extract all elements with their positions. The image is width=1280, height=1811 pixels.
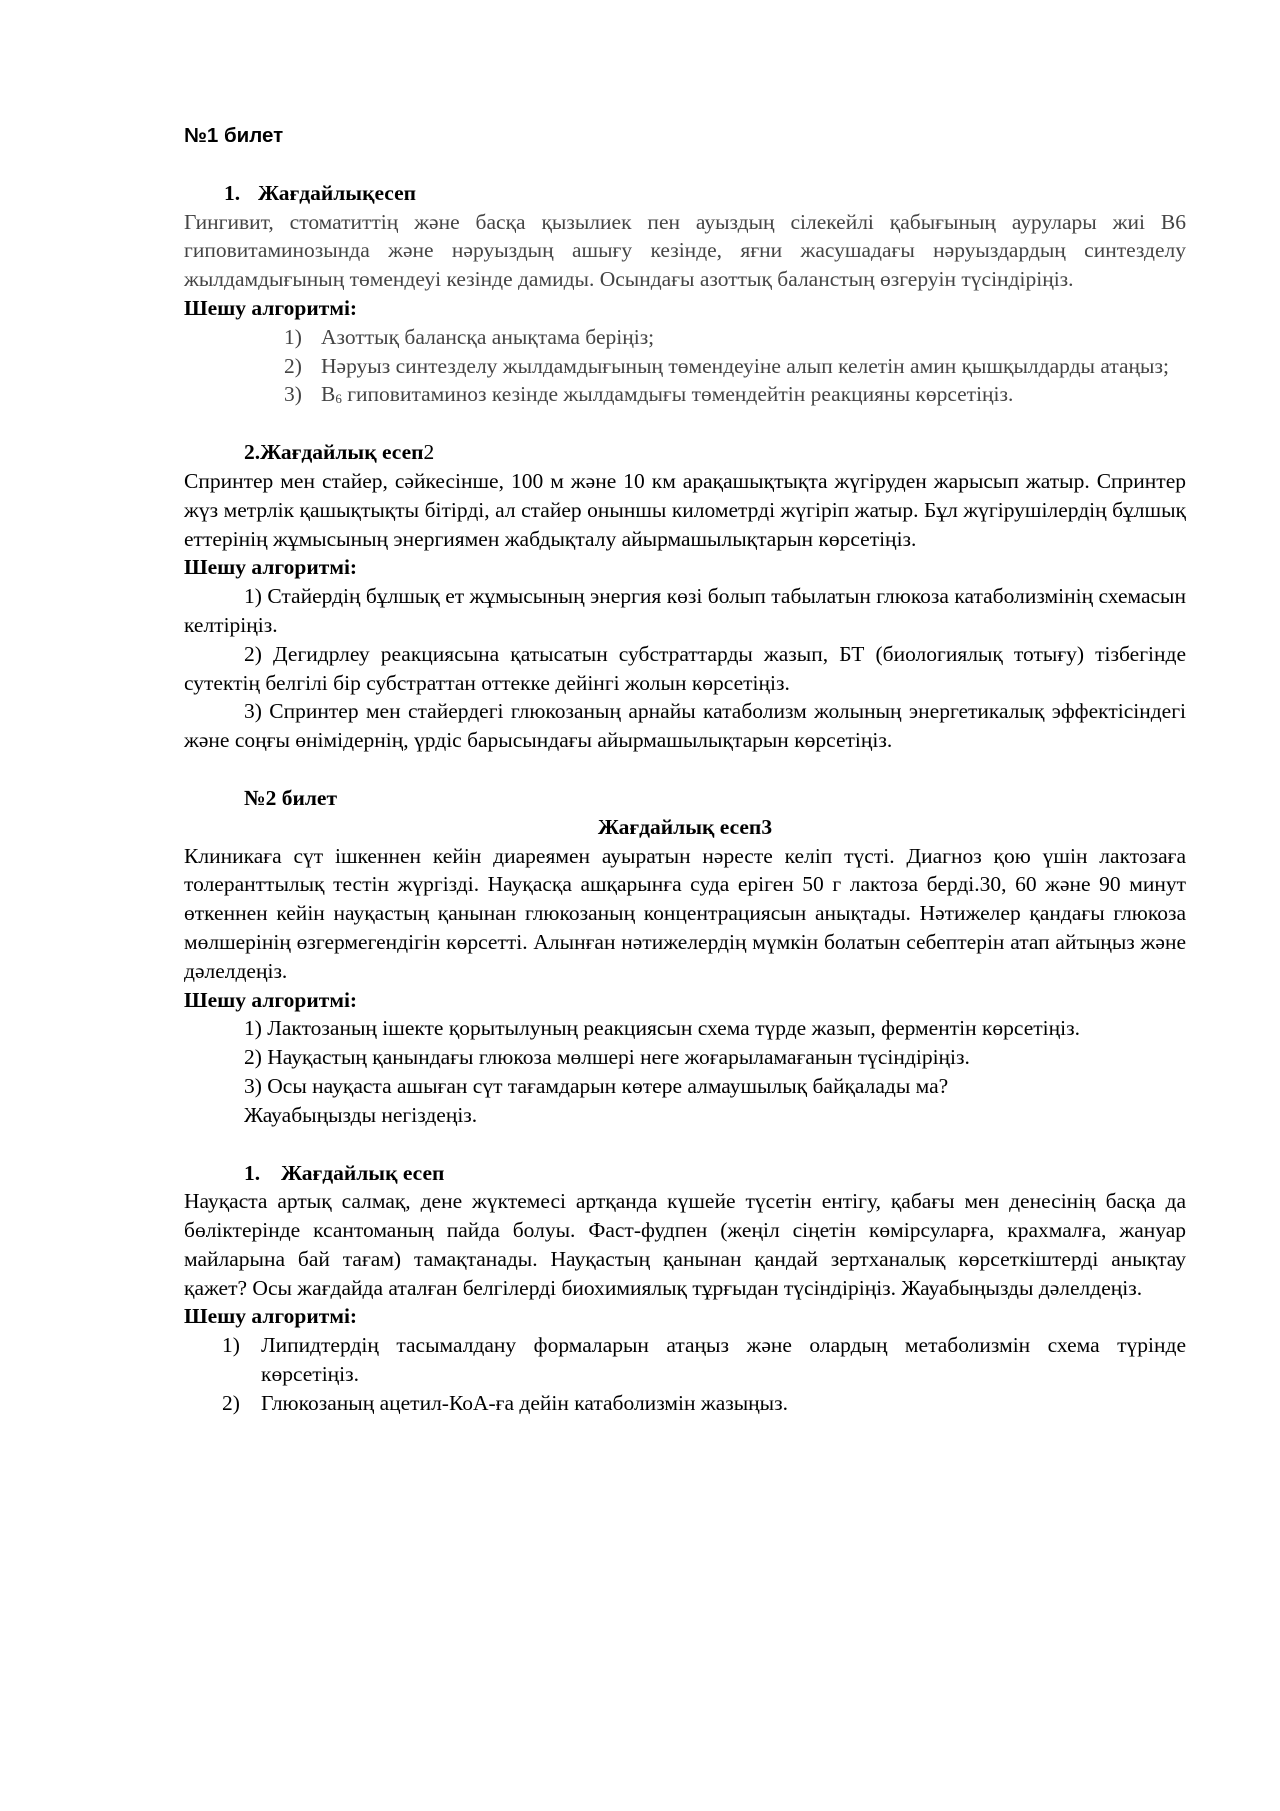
case1-body: Гингивит, стоматиттің және басқа қызылиек пен ауыздың сілекейлі қабығының аурулары жиі В6 гиповитаминозында және нәруыздың ашығу кезінде, яғни жасушадағы нәруыздардың синтезделу жылдамдығының төмендеуі кезінде дамиды. Осындағы азоттық баланстың өзгеруін түсіндіріңіз. xyxy=(184,209,1186,292)
case3-body: Клиникаға сүт ішкеннен кейін диареямен ауыратын нәресте келіп түсті. Диагноз қою үшін лактозаға толеранттылық тестін жүргізді. Науқасқа ашқарынға суда еріген 50 г лактоза берді.30, 60 және 90 минут өткеннен кейін науқастың қанынан глюкозаның концентрациясын анықтады. Нәтижелер қандағы глюкоза мөлшерінің өзгермегендігін көрсетті. Алынған нәтижелердің мүмкін болатын себептерін атап айтыңыз және дәлелдеңіз. xyxy=(184,843,1186,983)
case1-step xyxy=(184,352,1186,381)
case2-step: 1) Стайердің бұлшық ет жұмысының энергия көзі болып табылатын глюкоза катаболизмінің схемасын келтіріңіз. xyxy=(184,584,1186,637)
case1-step-text: Нәруыз синтезделу жылдамдығының төмендеуіне алып келетін амин қышқылдарды атаңыз; xyxy=(321,353,1169,378)
case4-heading-num: 1. xyxy=(244,1160,261,1185)
case1-step-num: 2) xyxy=(284,353,302,378)
case3-step: 1) Лактозаның ішекте қорытылуның реакциясын схема түрде жазып, ферментін көрсетіңіз. xyxy=(244,1016,1080,1041)
case3-algo-label: Шешу алгоритмі: xyxy=(184,987,358,1012)
case1-step-num: 3) xyxy=(284,382,302,407)
case2-heading-suffix: 2 xyxy=(423,440,435,465)
case4-step-text: Липидтердің тасымалдану формаларын атаңыз және олардың метаболизмін схема түрінде көрсетіңіз. xyxy=(261,1333,1186,1387)
case1-step xyxy=(184,380,1186,409)
ticket1-title: №1 билет xyxy=(184,124,284,147)
case4-step-num: 1) xyxy=(222,1333,240,1358)
case1-step-subscript: 6 xyxy=(335,391,342,407)
case4-step xyxy=(184,1389,1186,1418)
case1-heading xyxy=(184,179,1186,208)
case4-body: Науқаста артық салмақ, дене жүктемесі артқанда күшейе түсетін ентігу, қабағы мен денесінің басқа да бөліктерінде ксантоманың пайда болуы. Фаст-фудпен (жеңіл сіңетін көмірсуларға, крахмалға, жануар майларына бай тағам) тамақтанады. Науқастың қанынан қандай зертханалық көрсеткіштерді анықтау қажет? Осы жағдайда аталған белгілерді биохимиялық тұрғыдан түсіндіріңіз. Жауабыңызды дәлелдеңіз. xyxy=(184,1189,1186,1300)
case4-step-text: Глюкозаның ацетил-КоА-ға дейін катаболизмін жазыңыз. xyxy=(261,1390,788,1415)
case3-heading: Жағдайлық есеп3 xyxy=(597,814,773,839)
case2-step: 2) Дегидрлеу реакциясына қатысатын субстраттарды жазып, БТ (биологиялық тотығу) тізбегінде сутектің белгілі бір субстраттан оттекке дейінгі жолын көрсетіңіз. xyxy=(184,641,1186,695)
case2-heading xyxy=(184,438,1186,467)
case4-step xyxy=(184,1331,1186,1389)
case2-body: Спринтер мен стайер, сәйкесінше, 100 м және 10 км арақашықтықта жүгіруден жарысып жатыр. Спринтер жүз метрлік қашықтықты бітірді, ал стайер оныншы километрді жүгіріп жатыр. Бұл жүгірушілердің бұлшық еттерінің жұмысының энергиямен жабдықталу айырмашылықтарын көрсетіңіз. xyxy=(184,468,1186,551)
case1-heading-text: Жағдайлықесеп xyxy=(258,180,417,205)
ticket2-title: №2 билет xyxy=(244,785,338,810)
case1-step-rest: гиповитаминоз кезінде жылдамдығы төмендейтін реакцияны көрсетіңіз. xyxy=(341,382,1014,407)
case4-heading xyxy=(184,1159,1186,1188)
document-page xyxy=(184,122,1186,1418)
case1-step-text xyxy=(321,380,1186,409)
case2-step: 3) Спринтер мен стайердегі глюкозаның арнайы катаболизм жолының энергетикалық эффектісіндегі және соңғы өнімідернің, үрдіс барысындағы айырмашылықтарын көрсетіңіз. xyxy=(184,699,1186,753)
case1-algo-label: Шешу алгоритмі: xyxy=(184,295,358,320)
case1-heading-num: 1. xyxy=(224,180,241,205)
case2-heading-text: 2.Жағдайлық есеп xyxy=(244,440,424,465)
case3-step: Жауабыңызды негіздеңіз. xyxy=(244,1102,478,1127)
case1-step xyxy=(184,323,1186,352)
case3-step: 3) Осы науқаста ашыған сүт тағамдарын көтере алмаушылық байқалады ма? xyxy=(244,1073,949,1098)
case3-step: 2) Науқастың қанындағы глюкоза мөлшері неге жоғарыламағанын түсіндіріңіз. xyxy=(244,1045,970,1070)
case1-step-prefix: В xyxy=(321,382,336,407)
case1-step-num: 1) xyxy=(284,324,302,349)
case2-algo-label: Шешу алгоритмі: xyxy=(184,555,358,580)
case1-step-text: Азоттық балансқа анықтама беріңіз; xyxy=(321,324,655,349)
case4-algo-label: Шешу алгоритмі: xyxy=(184,1304,358,1329)
case4-heading-text: Жағдайлық есеп xyxy=(281,1160,445,1185)
case4-step-num: 2) xyxy=(222,1390,240,1415)
